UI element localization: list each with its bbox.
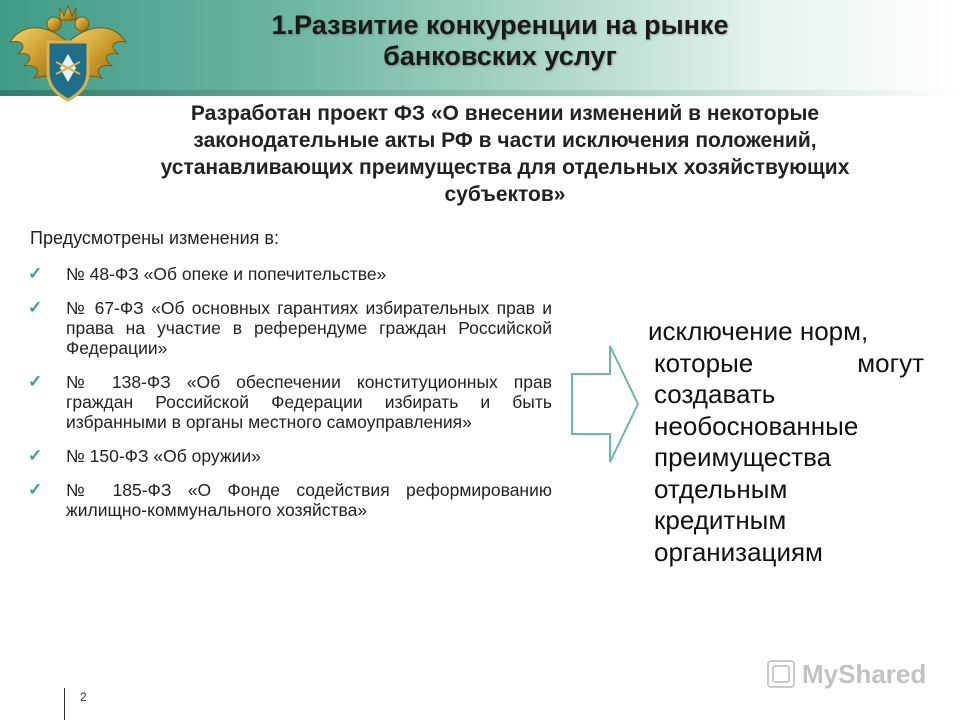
checkmark-icon: ✓: [28, 298, 43, 317]
subtitle: [60, 100, 950, 208]
right-arrow-icon: [570, 344, 640, 464]
subtitle-line-1: Разработан проект ФЗ «О внесении изменений в некоторые: [190, 102, 820, 125]
conclusion-line-7: кредитным: [654, 505, 787, 535]
list-item: [28, 264, 552, 284]
subtitle-line-2: законодательные акты РФ в части исключения положений,: [193, 129, 817, 152]
checkmark-icon: ✓: [28, 372, 43, 391]
conclusion-line-5: преимущества: [654, 442, 832, 472]
list-item: [28, 480, 552, 520]
checkmark-icon: ✓: [28, 480, 43, 499]
conclusion-line-4: необоснованные: [654, 410, 859, 441]
law-text: № 48-ФЗ «Об опеке и попечительстве»: [66, 264, 387, 284]
law-text: № 185-ФЗ «О Фонде содействия реформированию жилищно-коммунального хозяйства»: [66, 480, 552, 520]
conclusion-line-6: отдельным: [654, 473, 788, 504]
intro-text: Предусмотрены изменения в:: [30, 228, 279, 248]
conclusion-line-8: организациям: [654, 536, 823, 567]
conclusion-text: [648, 316, 924, 568]
title-line-1: 1.Развитие конкуренции на рынке: [271, 10, 729, 40]
title-line-2: банковских услуг: [383, 41, 617, 71]
subtitle-line-3: устанавливающих преимущества для отдельных хозяйствующих: [160, 156, 850, 179]
watermark-logo-icon: [766, 659, 796, 689]
conclusion-line-1: исключение норм,: [648, 316, 869, 346]
law-list: [28, 264, 552, 534]
law-text: № 150-ФЗ «Об оружии»: [66, 446, 261, 466]
conclusion-line-3: создавать: [654, 379, 776, 409]
list-item: [28, 372, 552, 432]
list-item: [28, 298, 552, 358]
law-text: № 67-ФЗ «Об основных гарантиях избирательных прав и права на участие в референдуме граждан Российской Федерации»: [66, 298, 552, 358]
checkmark-icon: ✓: [28, 446, 43, 465]
slide-title: [150, 10, 850, 72]
watermark-text: MyShared: [802, 658, 927, 689]
subtitle-line-4: субъектов»: [444, 183, 566, 206]
page-divider: [64, 688, 65, 720]
conclusion-word: могут: [857, 347, 924, 378]
watermark: [766, 656, 936, 692]
conclusion-line-2: [648, 348, 924, 380]
coat-of-arms-emblem: [4, 2, 132, 112]
law-text: № 138-ФЗ «Об обеспечении конституционных прав граждан Российской Федерации избирать и быть избранными в органы местного самоуправления»: [66, 372, 552, 432]
page-number: 2: [80, 690, 87, 704]
checkmark-icon: ✓: [28, 264, 43, 283]
conclusion-word: которые: [654, 347, 754, 378]
list-item: [28, 446, 552, 466]
